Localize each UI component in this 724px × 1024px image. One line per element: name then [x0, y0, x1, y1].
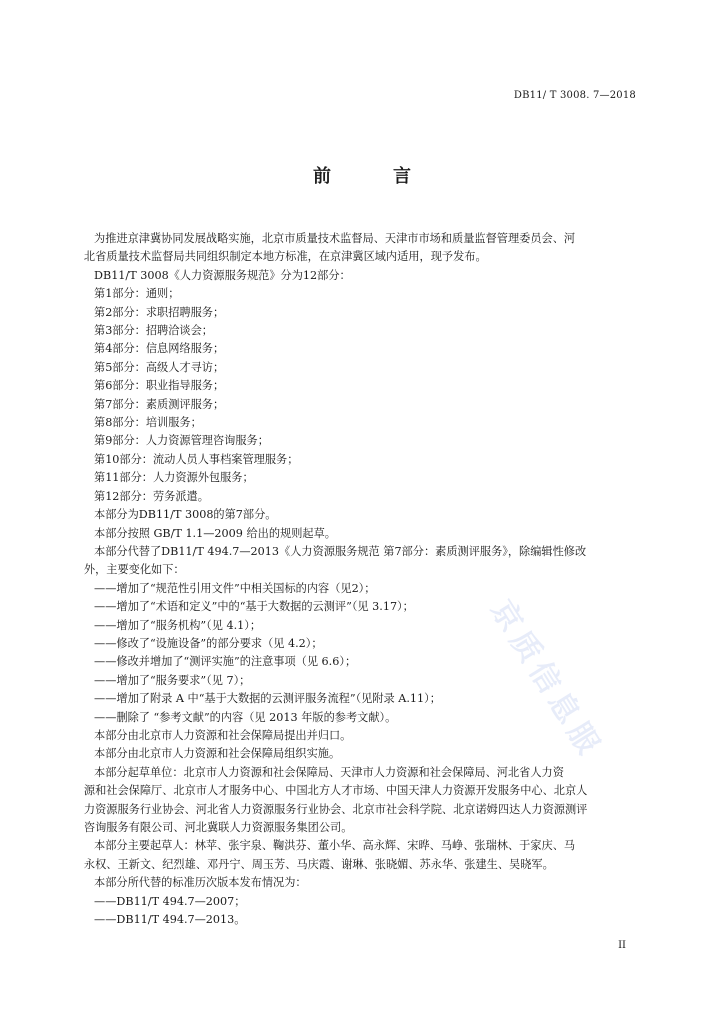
- part-item: 第10部分：流动人员人事档案管理服务；: [94, 452, 299, 466]
- drafting-units-line-2: 源和社会保障厅、北京市人才服务中心、中国北方人才市场、中国天津人力资源开发服务中心、北京人: [83, 784, 588, 798]
- drafting-units-line-1: 本部分起草单位：北京市人力资源和社会保障局、天津市人力资源和社会保障局、河北省人力资: [94, 765, 564, 779]
- history-item: ——DB11/T 494.7—2007；: [94, 894, 246, 908]
- replacement-line-2: 外，主要变化如下：: [83, 563, 185, 577]
- change-item: ——增加了“服务要求”（见 7）；: [94, 673, 251, 687]
- history-intro: 本部分所代替的标准历次版本发布情况为：: [94, 876, 307, 890]
- change-item: ——删除了 “参考文献”的内容（见 2013 年版的参考文献）。: [94, 710, 397, 724]
- implementer-statement: 本部分由北京市人力资源和社会保障局组织实施。: [94, 747, 341, 761]
- drafters-line-1: 本部分主要起草人：林苹、张宇泉、鞠洪芬、董小华、高永辉、宋晔、马峥、张瑞林、于家庆、马: [94, 839, 576, 853]
- foreword-body: [83, 230, 642, 929]
- drafting-rules: 本部分按照 GB/T 1.1—2009 给出的规则起草。: [94, 526, 336, 540]
- parts-intro: DB11/T 3008《人力资源服务规范》分为12部分：: [94, 268, 351, 282]
- part-item: 第4部分：信息网络服务；: [94, 342, 225, 356]
- replacement-line-1: 本部分代替了DB11/T 494.7—2013《人力资源服务规范 第7部分：素质测评服务》，除编辑性修改: [94, 544, 587, 558]
- watermark-stamp: 京质信息服: [483, 594, 609, 766]
- page-title: 前 言: [313, 166, 433, 187]
- proposer-statement: 本部分由北京市人力资源和社会保障局提出并归口。: [94, 728, 352, 742]
- change-item: ——增加了“术语和定义”中的“基于大数据的云测评”（见 3.17）；: [94, 600, 414, 614]
- change-item: ——修改并增加了“测评实施”的注意事项（见 6.6）；: [94, 655, 357, 669]
- drafters-line-2: 永权、王新文、纪烈雄、邓丹宁、周玉芳、马庆霞、谢琳、张晓媚、苏永华、张建生、吴晓军。: [83, 857, 554, 871]
- intro-line-2: 北省质量技术监督局共同组织制定本地方标准，在京津冀区域内适用，现予发布。: [83, 250, 487, 264]
- part-item: 第2部分：求职招聘服务；: [94, 305, 225, 319]
- change-item: ——增加了附录 A 中“基于大数据的云测评服务流程”（见附录 A.11）；: [94, 692, 441, 706]
- part-item: 第7部分：素质测评服务；: [94, 397, 225, 411]
- part-item: 第12部分：劳务派遣。: [94, 489, 209, 503]
- part-item: 第5部分：高级人才寻访；: [94, 360, 225, 374]
- part-item: 第11部分：人力资源外包服务；: [94, 471, 254, 485]
- page-number: II: [618, 940, 626, 951]
- change-item: ——增加了“服务机构”（见 4.1）；: [94, 618, 262, 632]
- intro-line-1: 为推进京津冀协同发展战略实施，北京市质量技术监督局、天津市市场和质量监督管理委员会、河: [94, 232, 576, 245]
- part-item: 第3部分：招聘洽谈会；: [94, 324, 213, 338]
- part-item: 第9部分：人力资源管理咨询服务；: [94, 434, 269, 448]
- part-item: 第6部分：职业指导服务；: [94, 379, 225, 393]
- history-item: ——DB11/T 494.7—2013。: [94, 913, 246, 927]
- change-item: ——修改了“设施设备”的部分要求（见 4.2）；: [94, 636, 323, 650]
- drafting-units-line-4: 咨询服务有限公司、河北冀联人力资源服务集团公司。: [83, 821, 353, 834]
- drafting-units-line-3: 力资源服务行业协会、河北省人力资源服务行业协会、北京市社会科学院、北京诺姆四达人力资源测评: [83, 802, 588, 816]
- part-statement: 本部分为DB11/T 3008的第7部分。: [94, 508, 277, 522]
- change-item: ——增加了“规范性引用文件”中相关国标的内容（见2）；: [94, 581, 376, 595]
- part-item: 第8部分：培训服务；: [94, 416, 202, 430]
- standard-code: DB11/ T 3008. 7—2018: [513, 90, 636, 101]
- part-item: 第1部分：通则；: [94, 287, 180, 301]
